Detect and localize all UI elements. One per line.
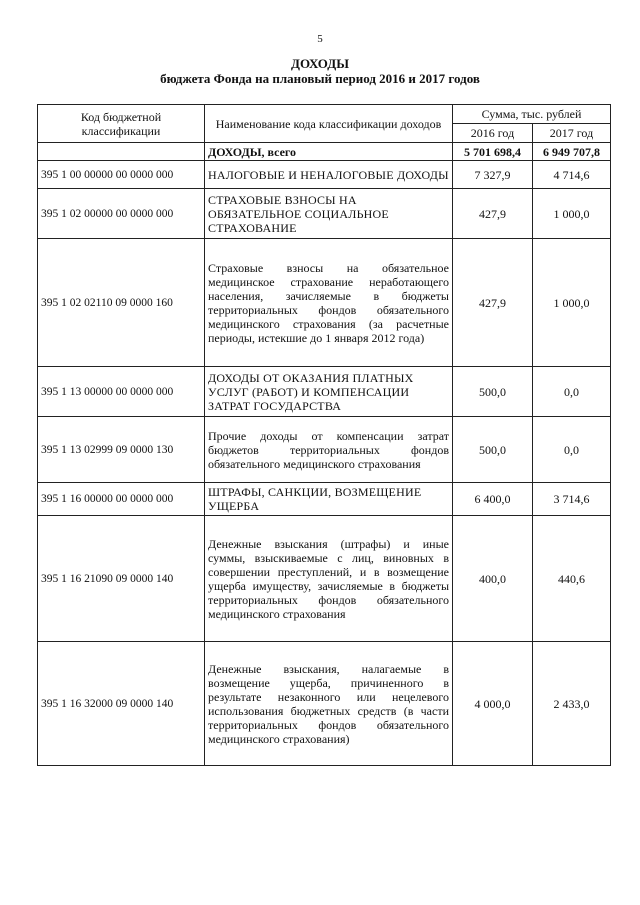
row-2016: 500,0 <box>453 367 533 417</box>
row-2017: 440,6 <box>533 516 611 642</box>
total-label: ДОХОДЫ, всего <box>205 143 453 161</box>
row-name: Прочие доходы от компенсации затрат бюджетов территориальных фондов обязательного медицинского страхования <box>205 417 453 483</box>
row-code: 395 1 13 02999 09 0000 130 <box>38 417 205 483</box>
row-2016: 400,0 <box>453 516 533 642</box>
row-2017: 2 433,0 <box>533 642 611 766</box>
row-2016: 427,9 <box>453 189 533 239</box>
table-row <box>38 417 611 483</box>
row-code: 395 1 16 32000 09 0000 140 <box>38 642 205 766</box>
total-row <box>38 143 611 161</box>
page-title: ДОХОДЫ <box>291 56 349 71</box>
page-number: 5 <box>317 33 323 45</box>
page-subtitle: бюджета Фонда на плановый период 2016 и 2017 годов <box>160 71 480 86</box>
row-2016: 4 000,0 <box>453 642 533 766</box>
table-row <box>38 239 611 367</box>
row-name: ШТРАФЫ, САНКЦИИ, ВОЗМЕЩЕНИЕ УЩЕРБА <box>205 483 453 516</box>
total-2016: 5 701 698,4 <box>453 143 533 161</box>
row-2016: 6 400,0 <box>453 483 533 516</box>
header-year-2017: 2017 год <box>533 124 611 143</box>
row-name: СТРАХОВЫЕ ВЗНОСЫ НА ОБЯЗАТЕЛЬНОЕ СОЦИАЛЬНОЕ СТРАХОВАНИЕ <box>205 189 453 239</box>
row-2017: 0,0 <box>533 417 611 483</box>
table-row <box>38 642 611 766</box>
table-row <box>38 367 611 417</box>
row-code: 395 1 13 00000 00 0000 000 <box>38 367 205 417</box>
row-2017: 3 714,6 <box>533 483 611 516</box>
row-2017: 4 714,6 <box>533 161 611 189</box>
table-row <box>38 161 611 189</box>
table-row <box>38 189 611 239</box>
row-name: Денежные взыскания, налагаемые в возмещение ущерба, причиненного в результате незаконного или нецелевого использования бюджетных средств (в части территориальных фондов обязательного медицинского страхования) <box>205 642 453 766</box>
row-2016: 427,9 <box>453 239 533 367</box>
row-2017: 0,0 <box>533 367 611 417</box>
budget-income-table <box>37 104 611 766</box>
table-row <box>38 483 611 516</box>
total-code-cell <box>38 143 205 161</box>
row-2016: 500,0 <box>453 417 533 483</box>
row-name: НАЛОГОВЫЕ И НЕНАЛОГОВЫЕ ДОХОДЫ <box>205 161 453 189</box>
row-code: 395 1 00 00000 00 0000 000 <box>38 161 205 189</box>
row-code: 395 1 16 00000 00 0000 000 <box>38 483 205 516</box>
header-year-2016: 2016 год <box>453 124 533 143</box>
row-name: Страховые взносы на обязательное медицинское страхование неработающего населения, зачисляемые в бюджеты территориальных фондов обязательного медицинского страхования (за расчетные периоды, истекшие до 1 января 2012 года) <box>205 239 453 367</box>
row-name: Денежные взыскания (штрафы) и иные суммы, взыскиваемые с лиц, виновных в совершении преступлений, и в возмещение ущерба имуществу, зачисляемые в бюджеты территориальных фондов обязательного медицинского страхования <box>205 516 453 642</box>
header-sum: Сумма, тыс. рублей <box>453 105 611 124</box>
row-code: 395 1 16 21090 09 0000 140 <box>38 516 205 642</box>
table-row <box>38 516 611 642</box>
row-2017: 1 000,0 <box>533 239 611 367</box>
header-code: Код бюджетной классификации <box>38 105 205 143</box>
total-2017: 6 949 707,8 <box>533 143 611 161</box>
row-code: 395 1 02 00000 00 0000 000 <box>38 189 205 239</box>
row-2017: 1 000,0 <box>533 189 611 239</box>
row-name: ДОХОДЫ ОТ ОКАЗАНИЯ ПЛАТНЫХ УСЛУГ (РАБОТ) И КОМПЕНСАЦИИ ЗАТРАТ ГОСУДАРСТВА <box>205 367 453 417</box>
header-name: Наименование кода классификации доходов <box>205 105 453 143</box>
row-2016: 7 327,9 <box>453 161 533 189</box>
row-code: 395 1 02 02110 09 0000 160 <box>38 239 205 367</box>
